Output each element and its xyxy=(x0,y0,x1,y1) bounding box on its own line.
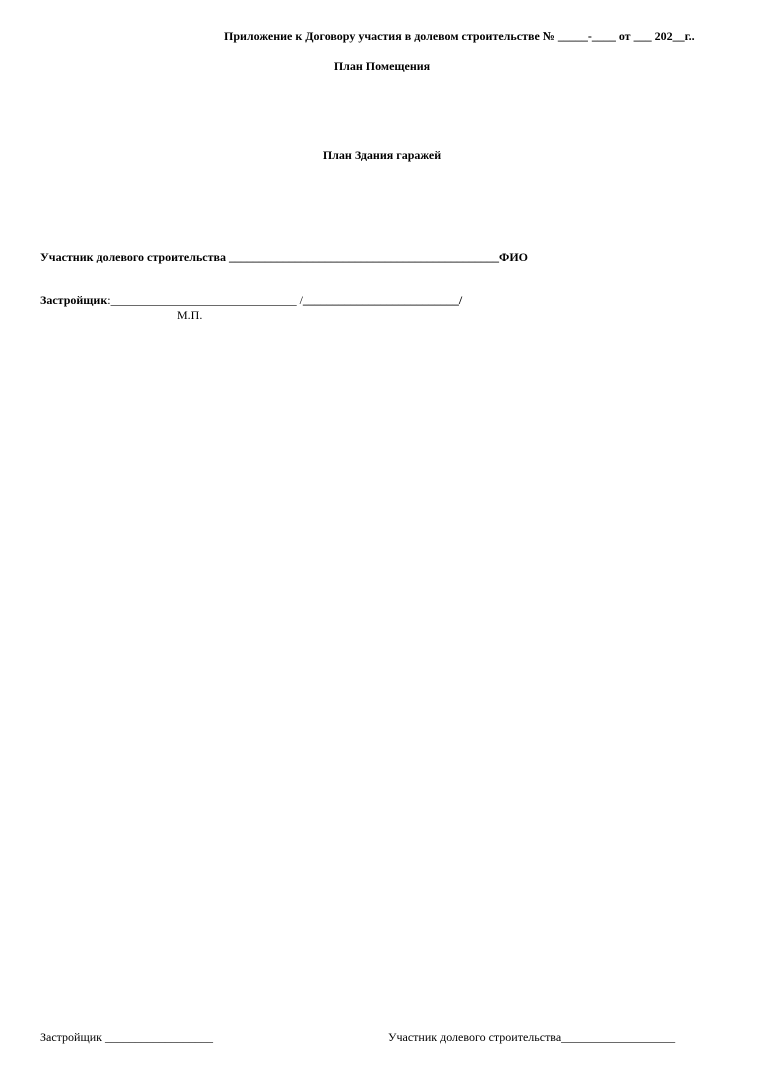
plan-garage-title: План Здания гаражей xyxy=(322,148,442,162)
developer-signature-field: :_______________________________ / xyxy=(107,293,303,307)
developer-name-field: __________________________/ xyxy=(302,293,463,307)
footer-participant-signature: Участник долевого строительства___________________ xyxy=(388,1030,676,1044)
footer-developer-signature: Застройщик __________________ xyxy=(40,1030,213,1044)
developer-signature-line xyxy=(40,293,462,307)
plan-room-title: План Помещения xyxy=(333,59,431,73)
stamp-label: М.П. xyxy=(177,308,203,322)
developer-label: Застройщик xyxy=(40,293,108,307)
participant-signature-line: Участник долевого строительства _____________________________________________ФИО xyxy=(40,250,528,264)
document-header: Приложение к Договору участия в долевом строительстве № _____-____ от ___ 202__г.. xyxy=(224,29,695,43)
